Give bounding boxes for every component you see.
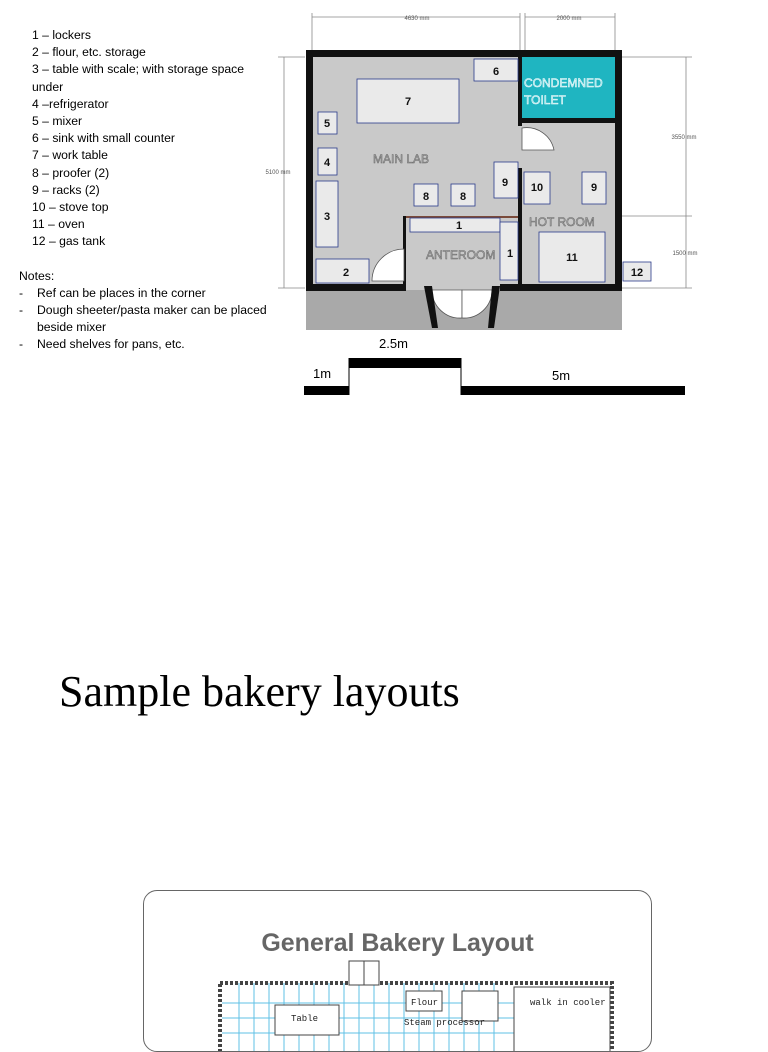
label-walk-in-cooler: walk in cooler <box>530 998 606 1008</box>
legend-item: 6 – sink with small counter <box>32 131 175 146</box>
note-text: Need shelves for pans, etc. <box>37 337 185 352</box>
scale-label-5m: 5m <box>552 368 571 383</box>
room-label-anteroom: ANTEROOM <box>426 248 496 262</box>
card-title: General Bakery Layout <box>261 929 534 957</box>
note-text: Dough sheeter/pasta maker can be placed beside mixer <box>37 303 267 335</box>
dim-right-lower: 1500 mm <box>672 251 698 257</box>
legend-item: 8 – proofer (2) <box>32 165 110 180</box>
equipment-number: 3 <box>323 211 331 223</box>
equipment-number: 8 <box>459 191 467 203</box>
legend-item: 9 – racks (2) <box>32 182 100 197</box>
general-bakery-plan <box>144 891 651 1051</box>
general-bakery-layout-card <box>143 890 652 1052</box>
walk-in-cooler <box>514 987 610 1051</box>
equipment-number: 4 <box>323 157 331 169</box>
equipment-number: 7 <box>404 96 412 108</box>
label-steam-processor: Steam processor <box>404 1018 486 1028</box>
note-item: - Dough sheeter/pasta maker can be placed beside mixer <box>19 303 267 335</box>
scale-label-2-5m: 2.5m <box>379 336 408 351</box>
notes-title: Notes: <box>19 268 55 283</box>
legend-item: 12 – gas tank <box>32 234 106 249</box>
legend-item: 4 –refrigerator <box>32 96 109 111</box>
label-table: Table <box>291 1014 319 1024</box>
legend-item: 11 – oven <box>32 217 85 232</box>
equipment-number: 6 <box>492 66 500 78</box>
dim-left: 5100 mm <box>265 170 291 176</box>
room-label-main-lab: MAIN LAB <box>373 152 430 166</box>
legend-item: 5 – mixer <box>32 114 83 129</box>
dim-top-left: 4630 mm <box>404 16 430 22</box>
equipment-number: 2 <box>342 267 350 279</box>
bakery-floor-plan <box>0 0 768 420</box>
page-title: Sample bakery layouts <box>59 667 460 716</box>
room-label-hot-room: HOT ROOM <box>529 215 595 229</box>
mixer <box>462 991 498 1021</box>
equipment-number: 9 <box>590 182 598 194</box>
dim-top-right: 2000 mm <box>556 16 582 22</box>
legend-item: 3 – table with scale; with storage space under <box>32 62 245 94</box>
room-label-toilet: TOILET <box>524 93 566 107</box>
equipment-number: 1 <box>506 248 514 260</box>
equipment-number: 11 <box>566 252 578 264</box>
legend-item: 1 – lockers <box>32 28 91 42</box>
dim-right-upper: 3550 mm <box>671 135 697 141</box>
note-text: Ref can be places in the corner <box>37 285 206 300</box>
equipment-number: 12 <box>630 267 644 279</box>
legend-item: 7 – work table <box>32 148 108 163</box>
legend-item: 2 – flour, etc. storage <box>32 45 146 60</box>
note-item: - Ref can be places in the corner <box>19 285 206 300</box>
equipment-number: 8 <box>422 191 430 203</box>
equipment-number: 9 <box>501 177 509 189</box>
scale-bar <box>304 358 685 395</box>
room-label-toilet: CONDEMNED <box>524 76 603 90</box>
legend-item: 10 – stove top <box>32 200 109 215</box>
scale-label-1m: 1m <box>313 366 332 381</box>
equipment-number: 10 <box>530 182 544 194</box>
label-flour: Flour <box>411 998 439 1008</box>
note-item: - Need shelves for pans, etc. <box>19 337 185 352</box>
equipment-number: 1 <box>455 220 463 232</box>
equipment-number: 5 <box>323 118 331 130</box>
